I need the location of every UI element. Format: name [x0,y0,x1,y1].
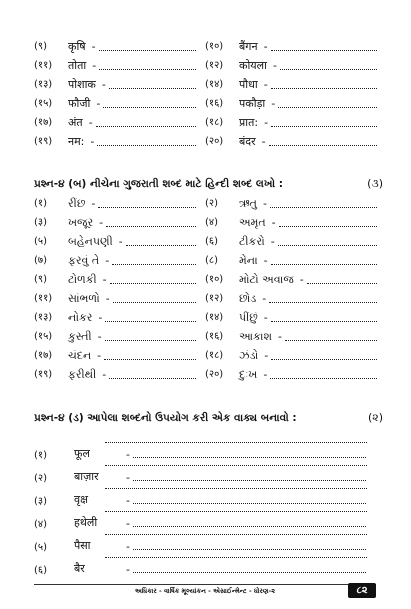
item-word: ઝંડો [239,349,259,362]
list-item [205,193,377,211]
item-dash: - [102,368,107,381]
item-number: (२०) [205,369,224,380]
list-item [34,74,196,92]
answer-line[interactable] [112,254,196,265]
answer-line[interactable] [271,254,377,265]
item-dash: - [262,197,267,210]
item-number: (११) [34,293,53,304]
answer-line[interactable] [105,311,196,322]
answer-line[interactable] [97,135,196,146]
item-word: बैंगन [239,40,258,53]
item-dash: - [96,97,101,110]
item-word: ખજૂર [68,216,94,229]
answer-line[interactable] [270,368,377,379]
item-number: (१०) [205,274,224,285]
item-dash: - [101,78,106,91]
item-number: (५) [34,236,48,247]
answer-line[interactable] [106,216,196,227]
answer-line[interactable] [133,562,366,573]
item-dash: - [263,254,268,267]
list-item [34,231,196,249]
sentence-row [34,558,366,576]
answer-line[interactable] [105,524,367,535]
item-word: फूल [74,447,90,460]
list-item [205,307,377,325]
item-word: नम: [68,135,85,148]
item-word: ઋતુ [239,197,257,210]
item-word: દુઃખ [239,368,258,381]
list-item [205,269,377,287]
item-dash: - [98,311,103,324]
footer-text: અધિકાર - વાર્ષિક મૂલ્યાંકન - એસાઈન્મેન્ટ - ધોરણ-૨ [134,587,276,595]
item-word: तोता [68,59,87,72]
item-dash: - [299,273,304,286]
item-word: पैसा [74,539,91,552]
item-dash: - [277,330,282,343]
answer-line[interactable] [285,330,377,341]
item-number: (१३) [34,79,53,90]
item-word: बाज़ार [74,470,99,483]
item-number: (१) [34,198,48,209]
item-word: કુસ્તી [68,330,92,343]
item-number: (१६) [205,98,224,109]
item-word: पोशाक [68,78,96,91]
list-item [205,36,377,54]
item-dash: - [99,216,104,229]
item-dash: - [91,40,96,53]
item-dash: - [88,116,93,129]
list-item [34,269,196,287]
list-item [34,364,196,382]
list-item [205,131,377,149]
item-word: ટીકરો [239,235,265,248]
answer-line[interactable] [278,97,377,108]
item-dash: - [92,59,97,72]
answer-line[interactable] [104,349,196,360]
item-dash: - [271,97,276,110]
item-word: મેના [239,254,258,267]
item-number: (१७) [34,117,53,128]
item-number: (५) [34,542,48,553]
item-number: (८) [205,255,219,266]
item-number: (६) [205,236,219,247]
item-word: સાંભળો [68,292,100,305]
item-dash: - [105,292,110,305]
item-dash: - [264,349,269,362]
item-number: (९) [34,274,48,285]
item-word: प्रात: [239,116,259,129]
item-number: (२०) [205,136,224,147]
list-item [34,112,196,130]
item-number: (४) [205,217,219,228]
item-dash: - [271,216,276,229]
answer-line[interactable] [99,40,196,51]
list-item [34,345,196,363]
item-dash: - [97,330,102,343]
item-word: પીંછું [239,311,258,324]
item-word: अंत [68,116,83,129]
list-item [205,112,377,130]
list-item [34,36,196,54]
item-dash: - [126,517,130,530]
item-dash: - [262,292,267,305]
item-dash: - [272,59,277,72]
answer-line[interactable] [279,216,377,227]
list-item [205,250,377,268]
item-number: (१४) [205,312,224,323]
item-word: ફરવું તે [68,254,100,267]
item-number: (१) [34,450,48,461]
list-item [205,55,377,73]
page-footer [34,584,376,598]
list-item [205,364,377,382]
item-number: (१४) [205,79,224,90]
item-dash: - [118,235,123,248]
item-word: बंदर [239,135,256,148]
item-dash: - [126,448,130,461]
item-number: (१२) [205,60,224,71]
item-number: (१५) [34,331,53,342]
list-item [34,131,196,149]
answer-line[interactable] [109,368,196,379]
item-number: (७) [34,255,48,266]
item-dash: - [97,349,102,362]
item-dash: - [126,471,130,484]
item-dash: - [126,494,130,507]
item-dash: - [261,135,266,148]
item-dash: - [126,540,130,553]
list-item [205,288,377,306]
item-word: वृक्ष [74,493,89,506]
item-number: (१०) [205,41,224,52]
item-word: બહેનપણી [68,235,113,248]
item-word: ચંદન [68,349,92,362]
answer-line[interactable] [271,78,377,89]
item-number: (१७) [34,350,53,361]
list-item [205,212,377,230]
item-word: આકાશ [239,330,272,343]
item-number: (१५) [34,98,53,109]
list-item [205,93,377,111]
item-word: ટોળકી [68,273,97,286]
item-number: (३) [34,217,48,228]
list-item [34,250,196,268]
question-heading [34,410,383,426]
answer-line[interactable] [113,292,196,303]
answer-line[interactable] [271,349,377,360]
item-number: (१३) [34,312,53,323]
question-marks: (૨) [367,411,383,424]
answer-line[interactable] [269,292,377,303]
item-number: (२) [34,473,48,484]
answer-line[interactable] [99,59,196,70]
item-dash: - [105,254,110,267]
answer-line[interactable] [109,78,196,89]
list-item [34,193,196,211]
item-word: बैर [74,562,85,575]
answer-line[interactable] [96,116,196,127]
item-word: નોકર [68,311,93,324]
list-item [205,326,377,344]
list-item [205,345,377,363]
answer-line[interactable] [271,311,377,322]
question-heading [34,176,383,192]
answer-line[interactable] [307,273,377,284]
answer-line[interactable] [126,235,196,246]
item-word: ફરીથી [68,368,97,381]
question-marks: (૩) [367,177,383,190]
item-dash: - [263,368,268,381]
item-number: (४) [34,519,48,530]
answer-line[interactable] [105,455,367,466]
list-item [205,231,377,249]
answer-line[interactable] [270,197,377,208]
item-dash: - [263,40,268,53]
answer-line[interactable] [105,330,196,341]
item-number: (१६) [205,331,224,342]
answer-line[interactable] [269,135,377,146]
question-text: પ્રશ્ન-૪ (બ) નીચેના ગુજરાતી શબ્દ માટે હિન્દી શબ્દ લખો : [34,177,283,190]
item-word: पौधा [239,78,258,91]
item-number: (११) [34,60,53,71]
page-number: ૮૨ [356,585,368,596]
answer-line[interactable] [105,478,367,489]
list-item [34,55,196,73]
item-dash: - [263,78,268,91]
question-text: પ્રશ્ન-૪ (ડ) આપેલા શબ્દનો ઉપયોગ કરી એક વાક્ય બનાવો : [34,411,297,424]
item-dash: - [264,116,269,129]
item-number: (३) [34,496,48,507]
list-item [34,212,196,230]
answer-line[interactable] [278,235,377,246]
answer-line[interactable] [98,197,196,208]
item-dash: - [270,235,275,248]
item-word: રીંછ [68,197,86,210]
item-word: कृषि [68,40,86,53]
item-word: कोयला [239,59,267,72]
answer-line[interactable] [105,501,367,512]
item-word: फौजी [68,97,91,110]
list-item [34,93,196,111]
answer-line[interactable] [105,432,367,443]
item-number: (९) [34,41,48,52]
answer-line[interactable] [105,547,367,558]
item-word: हथेली [74,516,98,529]
page-number-badge [348,583,376,598]
answer-line[interactable] [271,40,377,51]
item-dash: - [90,135,95,148]
answer-line[interactable] [110,273,196,284]
list-item [34,288,196,306]
answer-line[interactable] [271,116,377,127]
item-number: (२) [205,198,219,209]
list-item [34,307,196,325]
item-dash: - [102,273,107,286]
item-dash: - [263,311,268,324]
item-number: (१९) [34,369,53,380]
list-item [205,74,377,92]
item-word: છોડ [239,292,257,305]
answer-line[interactable] [103,97,196,108]
item-number: (१८) [205,117,224,128]
item-number: (६) [34,565,48,576]
item-number: (१२) [205,293,224,304]
item-number: (१९) [34,136,53,147]
answer-line[interactable] [280,59,377,70]
item-number: (१८) [205,350,224,361]
item-word: મોટો અવાજ [239,273,294,286]
item-word: पकौड़ा [239,97,266,110]
item-dash: - [126,563,130,576]
item-word: અમૃત [239,216,266,229]
item-dash: - [91,197,96,210]
list-item [34,326,196,344]
